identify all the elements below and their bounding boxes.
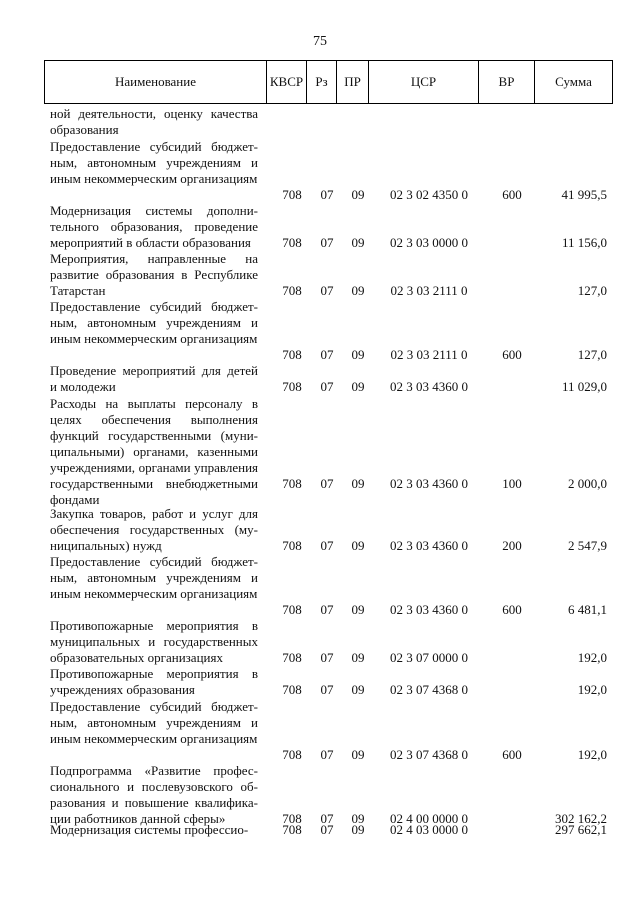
row-sum: 297 662,1	[555, 822, 607, 837]
row-name: Мероприятия, направленные на развитие образования в Республике Татарстан	[50, 251, 258, 298]
row-sum: 127,0	[577, 283, 607, 298]
row-csr: 02 3 03 4360 0	[390, 602, 468, 617]
row-sum: 192,0	[577, 650, 607, 665]
table-row	[44, 822, 613, 838]
row-vr: 200	[502, 538, 522, 553]
row-pr: 09	[351, 347, 365, 362]
row-name: Противопожарные мероприятия в муниципальных и государственных образовательных организациях	[50, 618, 258, 665]
row-kvsr: 708	[282, 538, 302, 553]
page-number: 75	[313, 34, 327, 49]
row-vr: 600	[502, 347, 522, 362]
row-name: Закупка товаров, работ и услуг для обеспечения государственных (муниципальных) нужд	[50, 506, 258, 553]
row-pr: 09	[351, 650, 365, 665]
row-sum: 2 547,9	[568, 538, 607, 553]
row-name: Модернизация системы дополнительного образования, проведение мероприятий в области образования	[50, 203, 258, 250]
row-csr: 02 3 03 2111 0	[390, 283, 468, 298]
row-rz: 07	[320, 347, 334, 362]
row-kvsr: 708	[282, 235, 302, 250]
row-csr: 02 4 00 0000 0	[390, 811, 468, 826]
row-name: Предоставление субсидий бюджетным, автономным учреждениям и иным некоммерческим организациям	[50, 554, 258, 601]
row-name: Предоставление субсидий бюджетным, автономным учреждениям и иным некоммерческим организациям	[50, 299, 258, 346]
row-kvsr: 708	[282, 822, 302, 837]
row-rz: 07	[320, 235, 334, 250]
row-rz: 07	[320, 538, 334, 553]
table-row	[44, 363, 613, 395]
row-pr: 09	[351, 822, 365, 837]
table-row	[44, 203, 613, 251]
row-csr: 02 3 03 0000 0	[390, 235, 468, 250]
header-csr: ЦСР	[369, 61, 479, 103]
row-sum: 6 481,1	[568, 602, 607, 617]
row-csr: 02 3 03 4360 0	[390, 538, 468, 553]
header-rz: Рз	[307, 61, 337, 103]
row-rz: 07	[320, 187, 334, 202]
row-rz: 07	[320, 682, 334, 697]
row-kvsr: 708	[282, 747, 302, 762]
row-pr: 09	[351, 476, 365, 491]
row-sum: 11 029,0	[561, 379, 607, 394]
row-rz: 07	[320, 283, 334, 298]
table-row	[44, 396, 613, 507]
row-kvsr: 708	[282, 347, 302, 362]
table-row	[44, 251, 613, 299]
row-rz: 07	[320, 747, 334, 762]
header-name: Наименование	[45, 61, 267, 103]
row-csr: 02 3 03 4360 0	[390, 476, 468, 491]
row-sum: 192,0	[577, 682, 607, 697]
row-rz: 07	[320, 811, 334, 826]
row-vr: 600	[502, 747, 522, 762]
row-pr: 09	[351, 811, 365, 826]
row-sum: 11 156,0	[561, 235, 607, 250]
row-csr: 02 3 03 2111 0	[390, 347, 468, 362]
header-vr: ВР	[479, 61, 535, 103]
row-kvsr: 708	[282, 682, 302, 697]
row-rz: 07	[320, 650, 334, 665]
row-sum: 41 995,5	[561, 187, 607, 202]
row-vr: 600	[502, 602, 522, 617]
row-kvsr: 708	[282, 650, 302, 665]
table-row	[44, 299, 613, 363]
table-row	[44, 554, 613, 618]
header-pr: ПР	[337, 61, 369, 103]
row-name: Модернизация системы профессио-	[50, 822, 249, 837]
row-vr: 100	[502, 476, 522, 491]
row-csr: 02 3 02 4350 0	[390, 187, 468, 202]
row-pr: 09	[351, 538, 365, 553]
row-csr: 02 4 03 0000 0	[390, 822, 468, 837]
row-csr: 02 3 03 4360 0	[390, 379, 468, 394]
row-pr: 09	[351, 747, 365, 762]
header-sum: Сумма	[555, 74, 592, 89]
header-kvsr: КВСР	[267, 61, 307, 103]
row-pr: 09	[351, 682, 365, 697]
row-rz: 07	[320, 379, 334, 394]
row-pr: 09	[351, 187, 365, 202]
table-row	[44, 506, 613, 554]
table-row	[44, 139, 613, 203]
row-pr: 09	[351, 283, 365, 298]
table-row	[44, 666, 613, 698]
row-name: ной деятельности, оценку качества образования	[50, 106, 258, 137]
row-name: Предоставление субсидий бюджетным, автономным учреждениям и иным некоммерческим организациям	[50, 699, 258, 746]
table-header	[44, 60, 613, 104]
row-sum: 127,0	[577, 347, 607, 362]
row-csr: 02 3 07 4368 0	[390, 747, 468, 762]
row-kvsr: 708	[282, 811, 302, 826]
row-sum: 302 162,2	[555, 811, 607, 826]
row-vr: 600	[502, 187, 522, 202]
row-sum: 192,0	[577, 747, 607, 762]
row-csr: 02 3 07 4368 0	[390, 682, 468, 697]
row-rz: 07	[320, 602, 334, 617]
row-csr: 02 3 07 0000 0	[390, 650, 468, 665]
row-kvsr: 708	[282, 602, 302, 617]
table-row	[44, 699, 613, 763]
row-pr: 09	[351, 235, 365, 250]
row-kvsr: 708	[282, 187, 302, 202]
row-name: Подпрограмма «Развитие профессионального и послевузовского образования и повышение квалификации работников данной сферы»	[50, 763, 258, 826]
row-kvsr: 708	[282, 283, 302, 298]
row-kvsr: 708	[282, 379, 302, 394]
row-name: Расходы на выплаты персоналу в целях обеспечения выполнения функций государственными (муниципальными) органами, казенными учреждениями, органами управления государственными внебюджетными фондами	[50, 396, 258, 507]
row-sum: 2 000,0	[568, 476, 607, 491]
table-row	[44, 618, 613, 666]
row-name: Противопожарные мероприятия в учреждениях образования	[50, 666, 258, 697]
row-kvsr: 708	[282, 476, 302, 491]
table-row	[44, 106, 613, 138]
row-pr: 09	[351, 379, 365, 394]
row-rz: 07	[320, 476, 334, 491]
row-name: Проведение мероприятий для детей и молодежи	[50, 363, 258, 394]
row-rz: 07	[320, 822, 334, 837]
row-name: Предоставление субсидий бюджетным, автономным учреждениям и иным некоммерческим организациям	[50, 139, 258, 186]
row-pr: 09	[351, 602, 365, 617]
table-row	[44, 763, 613, 827]
